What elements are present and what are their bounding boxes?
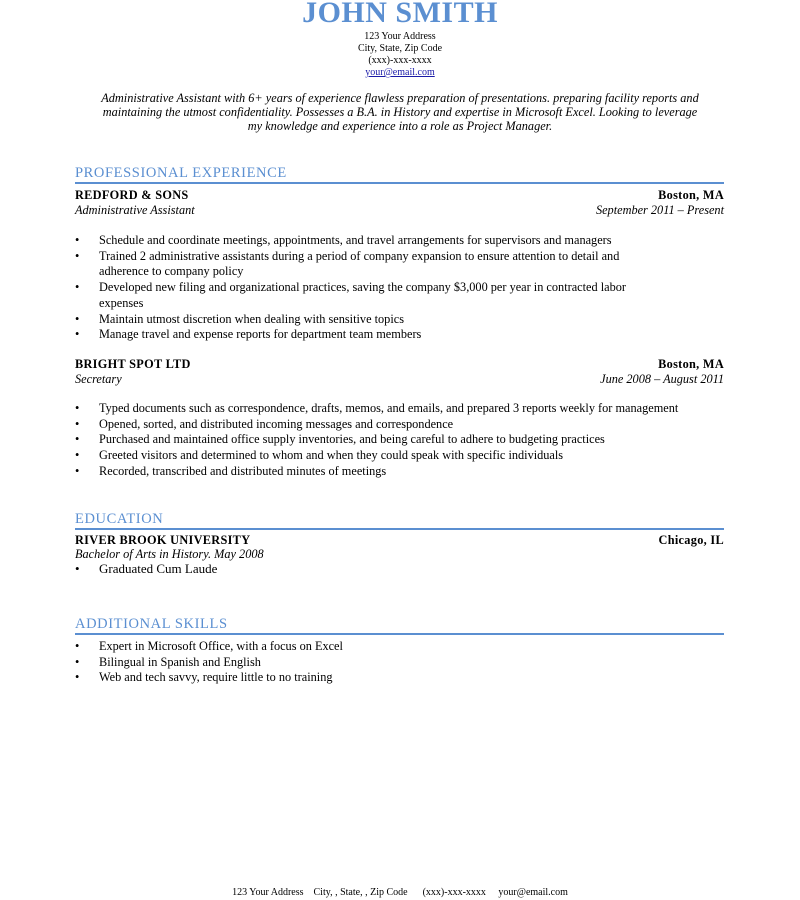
summary-line: maintaining the utmost confidentiality. Possesses a B.A. in History and expertise in Microsoft Excel. Looking to leverage <box>102 105 698 120</box>
footer-phone: (xxx)-xxx-xxxx <box>422 887 486 898</box>
bullet-icon: • <box>75 654 80 669</box>
list-item: • Schedule and coordinate meetings, appointments, and travel arrangements for supervisors and managers <box>75 233 612 247</box>
bullet-icon: • <box>75 280 80 295</box>
job-dates: September 2011 – Present <box>595 203 724 217</box>
footer-city: City, , State, , Zip Code <box>313 887 408 898</box>
list-item: • Graduated Cum Laude <box>75 561 218 576</box>
contact-phone: (xxx)-xxx-xxxx <box>368 55 432 66</box>
company-name: REDFORD & SONS <box>75 188 189 202</box>
list-item: • Developed new filing and organizational practices, saving the company $3,000 per year in contracted labor <box>75 280 626 295</box>
job-role: Administrative Assistant <box>75 203 195 217</box>
contact-city: City, State, Zip Code <box>357 43 443 54</box>
bullet-icon: • <box>75 432 80 447</box>
bullet-icon: • <box>75 248 80 263</box>
footer-email: your@email.com <box>498 887 568 898</box>
list-item: • Typed documents such as correspondence, drafts, memos, and emails, and prepared 3 reports weekly for management <box>75 401 679 415</box>
bullet-icon: • <box>75 670 80 685</box>
skills-bullet-list <box>75 639 675 686</box>
bullet-icon: • <box>75 639 80 653</box>
job-location: Boston, MA <box>658 188 724 202</box>
section-title-experience: PROFESSIONAL EXPERIENCE <box>75 165 724 184</box>
section-title-education: EDUCATION <box>75 511 724 530</box>
section-title-skills: ADDITIONAL SKILLS <box>75 616 724 635</box>
contact-email-link[interactable]: your@email.com <box>365 67 435 78</box>
bullet-icon: • <box>75 463 80 478</box>
bullet-icon: • <box>75 311 80 326</box>
education-bullet-list <box>75 561 675 577</box>
list-item: • Maintain utmost discretion when dealing with sensitive topics <box>75 311 404 326</box>
list-item-continuation: adherence to company policy <box>99 264 244 279</box>
company-name: BRIGHT SPOT LTD <box>75 357 191 371</box>
professional-summary <box>76 91 724 134</box>
list-item: • Expert in Microsoft Office, with a focus on Excel <box>75 639 343 653</box>
job-bullet-list <box>75 233 675 343</box>
school-location: Chicago, IL <box>658 533 724 547</box>
list-item: • Opened, sorted, and distributed incoming messages and correspondence <box>75 416 454 431</box>
contact-address: 123 Your Address <box>364 31 436 42</box>
list-item: • Greeted visitors and determined to whom and when they could speak with specific individuals <box>75 448 564 463</box>
list-item: • Manage travel and expense reports for department team members <box>75 327 422 342</box>
list-item: • Bilingual in Spanish and English <box>75 654 261 669</box>
job-role: Secretary <box>75 372 122 386</box>
summary-line: Administrative Assistant with 6+ years of experience flawless preparation of presentations. preparing facility reports and <box>101 91 699 105</box>
school-name: RIVER BROOK UNIVERSITY <box>75 533 251 547</box>
job-dates: June 2008 – August 2011 <box>600 372 724 386</box>
list-item: • Purchased and maintained office supply inventories, and being careful to adhere to budgeting practices <box>75 432 605 447</box>
contact-block <box>0 31 800 79</box>
bullet-icon: • <box>75 327 80 342</box>
list-item: • Recorded, transcribed and distributed minutes of meetings <box>75 463 387 478</box>
candidate-name: JOHN SMITH <box>302 0 498 29</box>
list-item: • Web and tech savvy, require little to no training <box>75 670 333 685</box>
list-item-continuation: expenses <box>99 295 144 310</box>
bullet-icon: • <box>75 416 80 431</box>
summary-line: my knowledge and experience into a role as Project Manager. <box>247 119 553 134</box>
footer-address: 123 Your Address <box>232 887 304 898</box>
footer-contact <box>0 887 800 899</box>
bullet-icon: • <box>75 561 80 576</box>
bullet-icon: • <box>75 448 80 463</box>
job-bullet-list <box>75 401 724 480</box>
degree: Bachelor of Arts in History. May 2008 <box>75 547 264 561</box>
job-location: Boston, MA <box>658 357 724 371</box>
list-item: • Trained 2 administrative assistants during a period of company expansion to ensure attention to detail and <box>75 248 620 263</box>
bullet-icon: • <box>75 401 80 415</box>
bullet-icon: • <box>75 233 80 247</box>
